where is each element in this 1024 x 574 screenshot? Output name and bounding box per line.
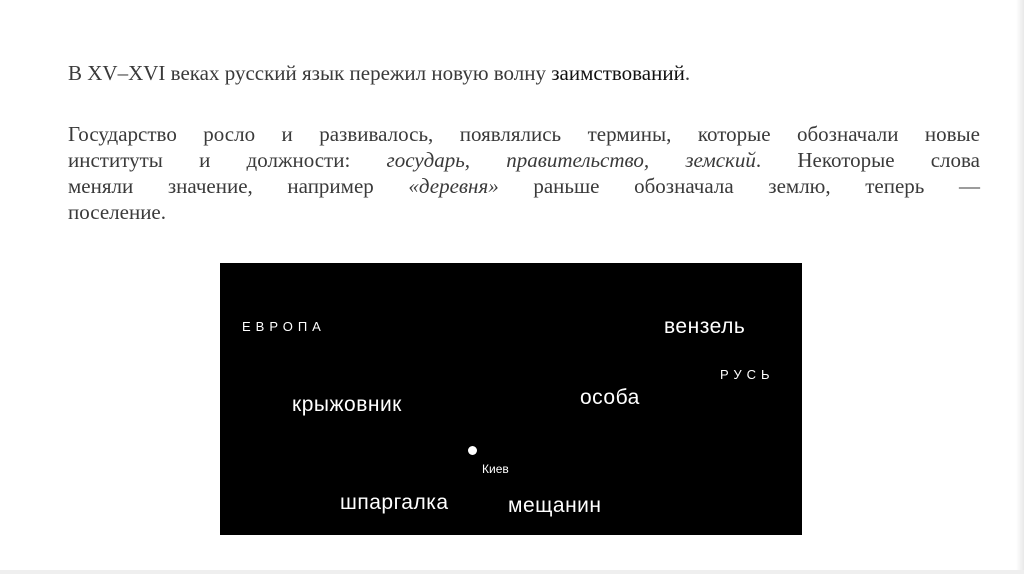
- intro-text: В XV–XVI веках русский язык пережил новую волну: [68, 61, 552, 85]
- paragraph-line-3: [68, 173, 980, 199]
- intro-period: .: [684, 61, 691, 85]
- paragraph-text: меняли значение, например: [68, 174, 409, 198]
- paragraph-text: раньше обозначала землю, теперь —: [498, 174, 980, 198]
- slide-edge-right: [1016, 0, 1024, 574]
- intro-highlight: заимствований: [551, 61, 685, 85]
- loanwords-map: [220, 263, 802, 535]
- word-shpargalka: шпаргалка: [340, 491, 449, 514]
- word-osoba: особа: [580, 386, 640, 409]
- slide-edge-bottom: [0, 570, 1024, 574]
- region-europe: ЕВРОПА: [242, 319, 326, 334]
- paragraph-line-2: [68, 147, 980, 173]
- paragraph: [68, 121, 980, 225]
- paragraph-italic-word: «деревня»: [408, 174, 499, 198]
- word-meshchanin: мещанин: [508, 494, 602, 517]
- paragraph-text: . Некоторые слова: [755, 148, 980, 172]
- region-rus: РУСЬ: [720, 367, 775, 382]
- intro-line: [68, 60, 690, 86]
- kiev-marker-icon: [468, 446, 477, 455]
- paragraph-text: институты и должности:: [68, 148, 387, 172]
- paragraph-italic-terms: государь, правительство, земский: [386, 148, 756, 172]
- paragraph-line-1: Государство росло и развивалось, появлялись термины, которые обозначали новые: [68, 122, 980, 146]
- paragraph-line-4: поселение.: [68, 200, 167, 224]
- word-venzel: вензель: [664, 315, 746, 338]
- city-kiev: Киев: [482, 462, 509, 476]
- word-kryzhovnik: крыжовник: [292, 393, 402, 416]
